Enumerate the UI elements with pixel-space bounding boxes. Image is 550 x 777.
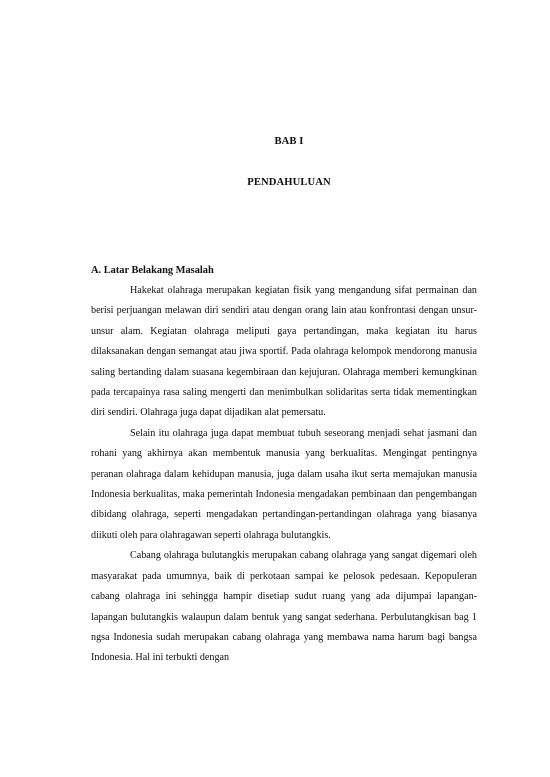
chapter-number: BAB I	[274, 136, 304, 147]
chapter-title: PENDAHULUAN	[247, 177, 331, 188]
paragraph: Cabang olahraga bulutangkis merupakan cabang olahraga yang sangat digemari oleh masyarakat pada umumnya, baik di perkotaan sampai ke pelosok pedesaan. Kepopuleran cabang olahraga ini sehingga hampir disetiap sudut ruang yang ada dijumpai lapangan-lapangan bulutangkis walaupun dalam bentuk yang sangat sederhana. Perbulutangkisan bag 1 ngsa Indonesia sudah merupakan cabang olahraga yang membawa nama harum bagi bangsa Indonesia. Hal ini terbukti dengan	[91, 550, 477, 664]
paragraph: Selain itu olahraga juga dapat membuat tubuh seseorang menjadi sehat jasmani dan rohani yang akhirnya akan membentuk manusia yang berkualitas. Mengingat pentingnya peranan olahraga dalam kehidupan manusia, juga dalam usaha ikut serta memajukan manusia Indonesia berkualitas, maka pemerintah Indonesia mengadakan pembinaan dan pengembangan dibidang olahraga, seperti mengadakan pertandingan-pertandingan olahraga yang biasanya diikuti oleh para olahragawan seperti olahraga bulutangkis.	[91, 427, 477, 541]
paragraph: Hakekat olahraga merupakan kegiatan fisik yang mengandung sifat permainan dan berisi perjuangan melawan diri sendiri atau dengan orang lain atau konfrontasi dengan unsur-unsur alam. Kegiatan olahraga meliputi gaya pertandingan, maka kegiatan itu harus dilaksanakan dengan semangat atau jiwa sportif. Pada olahraga kelompok mendorong manusia saling bertanding dalam suasana kegembiraan dan kejujuran. Olahraga memberi kemungkinan pada tercapainya rasa saling mengerti dan menimbulkan solidaritas serta tidak mementingkan diri sendiri. Olahraga juga dapat dijadikan alat pemersatu.	[91, 285, 477, 419]
section-heading: A. Latar Belakang Masalah	[91, 265, 214, 276]
body-text	[91, 281, 477, 669]
